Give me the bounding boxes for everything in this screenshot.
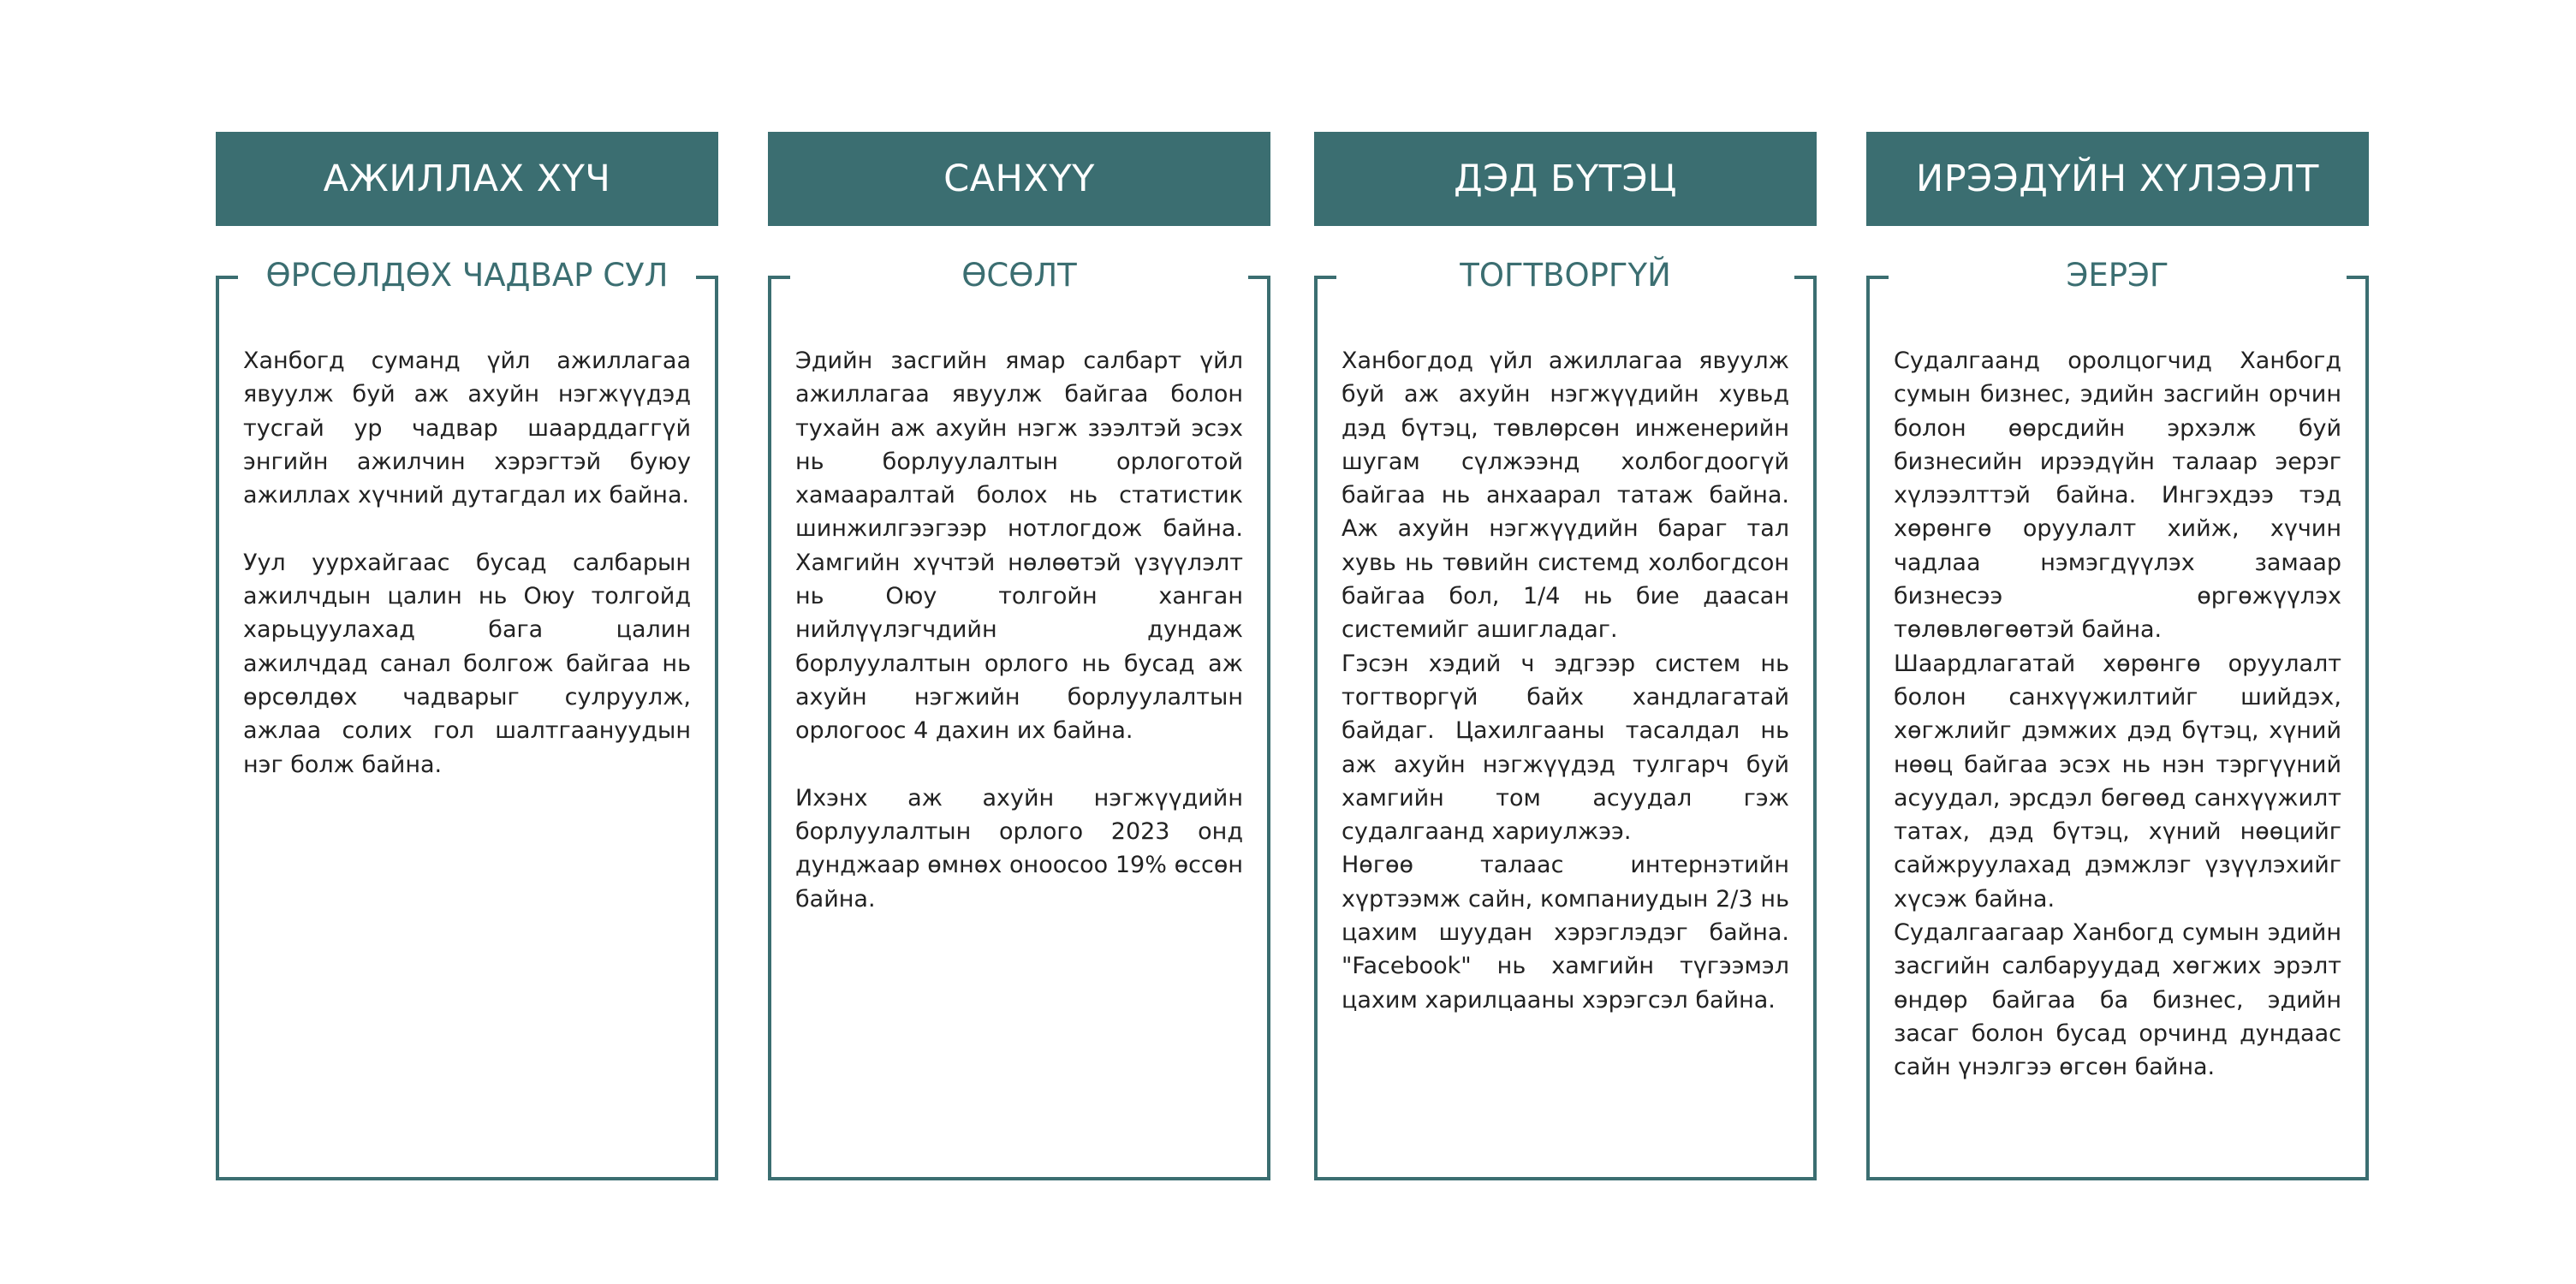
paragraph: Уул уурхайгаас бусад салбарын ажилчдын цалин нь Оюу толгойд харьцуулахад бага цалин ажилчдад санал болгож байгаа нь өрсөлдөх чадварыг сулруулж, ажлаа солих гол шалтгаануудын нэг болж байна. [243, 549, 691, 778]
column-infrastructure [1314, 132, 1817, 1014]
column-subheader: ӨСӨЛТ [806, 256, 1233, 295]
paragraph: Ханбогд суманд үйл ажиллагаа явуулж буй аж ахуйн нэгжүүдэд тусгай ур чадвар шаарддаггүй энгийн ажилчин хэрэгтэй буюу ажиллах хүчний дутагдал их байна. [243, 348, 691, 509]
column-finance [768, 132, 1270, 912]
paragraph: Судалгаанд оролцогчид Ханбогд сумын бизнес, эдийн засгийн орчин болон өөрсдийн эрхэлж буй бизнесийн ирээдүйн талаар эерэг хүлээлттэй байна. Ингэхдээ тэд хөрөнгө оруулалт хийж, хүчин чадлаа нэмэгдүүлэх замаар бизнесээ өргөжүүлэх төлөвлөгөөтэй байна. [1894, 348, 2341, 644]
column-box [1866, 257, 2369, 1180]
column-body [1342, 344, 1789, 1017]
paragraph: Шаардлагатай хөрөнгө оруулалт болон санхүүжилтийг шийдэх, хөгжлийг дэмжих дэд бүтэц, хүний нөөц байгаа эсэх нь нэн тэргүүний асуудал, эрсдэл бөгөөд санхүүжилт татах, дэд бүтэц, хүний нөөцийг сайжруулахад дэмжлэг үзүүлэхийг хүсэж байна. [1894, 650, 2341, 912]
column-header: ИРЭЭДҮЙН ХҮЛЭЭЛТ [1866, 132, 2369, 226]
column-body [243, 344, 691, 782]
column-body [795, 344, 1243, 916]
column-subheader: ӨРСӨЛДӨХ ЧАДВАР СУЛ [253, 256, 681, 295]
column-subheader: ТОГТВОРГҮЙ [1352, 256, 1779, 295]
paragraph: Эдийн засгийн ямар салбарт үйл ажиллагаа явуулж байгаа болон тухайн аж ахуйн нэгж зээлтэй эсэх нь борлуулалтын орлоготой хамааралтай болох нь статистик шинжилгээгээр нотлогдож байна. Хамгийн хүчтэй нөлөөтэй үзүүлэлт нь Оюу толгойн ханган нийлүүлэгчдийн дундаж борлуулалтын орлого нь бусад аж ахуйн нэгжийн борлуулалтын орлогоос 4 дахин их байна. [795, 348, 1243, 745]
paragraph: Ханбогдод үйл ажиллагаа явуулж буй аж ахуйн нэгжүүдийн хувьд дэд бүтэц, төвлөрсөн инженерийн шугам сүлжээнд холбогдоогүй байгаа нь анхаарал татаж байна. Аж ахуйн нэгжүүдийн бараг тал хувь нь төвийн системд холбогдсон байгаа бол, 1/4 нь бие даасан системийг ашигладаг. [1342, 348, 1789, 644]
column-workforce [216, 132, 718, 778]
paragraph: Судалгаагаар Ханбогд сумын эдийн засгийн салбаруудад хөгжих эрэлт өндөр байгаа ба бизнес, эдийн засаг болон бусад орчинд дундаас сайн үнэлгээ өгсөн байна. [1894, 919, 2341, 1081]
column-body [1894, 344, 2341, 1085]
column-box [216, 257, 718, 1180]
column-header: САНХҮҮ [768, 132, 1270, 226]
column-header: АЖИЛЛАХ ХҮЧ [216, 132, 718, 226]
column-header: ДЭД БҮТЭЦ [1314, 132, 1817, 226]
column-future-expectation [1866, 132, 2369, 1081]
column-box [768, 257, 1270, 1180]
paragraph: Нөгөө талаас интернэтийн хүртээмж сайн, компаниудын 2/3 нь цахим шуудан хэрэглэдэг байна. "Facebook" нь хамгийн түгээмэл цахим харилцааны хэрэгсэл байна. [1342, 852, 1789, 1014]
paragraph: Ихэнх аж ахуйн нэгжүүдийн борлуулалтын орлого 2023 онд дунджаар өмнөх оноосоо 19% өссөн байна. [795, 784, 1243, 912]
column-box [1314, 257, 1817, 1180]
column-subheader: ЭЕРЭГ [1904, 256, 2331, 295]
paragraph: Гэсэн хэдий ч эдгээр систем нь тогтворгүй байх хандлагатай байдаг. Цахилгааны тасалдал нь аж ахуйн нэгжүүдэд тулгарч буй хамгийн том асуудал гэж судалгаанд хариулжээ. [1342, 650, 1789, 846]
